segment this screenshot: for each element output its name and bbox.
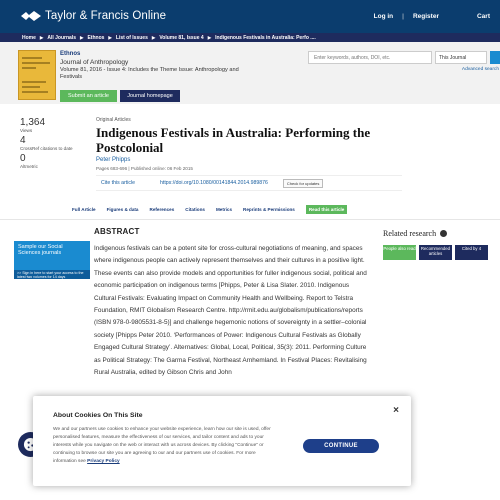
article-metrics (20, 118, 80, 173)
altmetric-label: Altmetric (20, 164, 38, 170)
tab-figures[interactable]: Figures & data (106, 206, 139, 212)
nav-separator: | (402, 13, 404, 20)
cite-article-link[interactable]: Cite this article (101, 180, 136, 186)
article-type: Original Articles (96, 117, 131, 123)
article-pages-info: Pages 683-696 | Published online: 06 Feb 2015 (96, 166, 193, 171)
crossref-count: 4 (20, 135, 26, 147)
privacy-policy-link[interactable]: Privacy Policy (87, 459, 120, 464)
crossref-label: CrossRef citations to date (20, 146, 73, 152)
chevron-right-icon: ▶ (207, 34, 212, 40)
divider (0, 219, 500, 220)
chevron-right-icon: ▶ (39, 34, 44, 40)
logo-icon (20, 10, 42, 22)
breadcrumb-home[interactable]: Home (22, 34, 36, 41)
cart-link[interactable]: Cart (476, 13, 490, 20)
cookie-body (53, 426, 278, 466)
journal-short-title[interactable]: Ethnos (60, 51, 81, 57)
check-updates-button[interactable]: Check for updates (283, 179, 323, 188)
submit-article-button[interactable]: Submit an article (60, 90, 117, 102)
cookie-body-text: We and our partners use cookies to enhance your website experience, learn how our site is used, offer personalised features, measure the effectiveness of our services, and tailor content and ads to your interests while you navigate on the web or interact with us across devices. By clicking "Continue" or continuing to browse our site you are agreeing to our and our partners use of cookies. For more information see (53, 427, 271, 464)
breadcrumb-issues[interactable]: List of Issues (115, 34, 148, 41)
tab-full-article[interactable]: Full Article (72, 206, 96, 212)
breadcrumb-volume[interactable]: Volume 81, Issue 4 (159, 34, 204, 41)
search-button[interactable] (490, 51, 500, 64)
login-link[interactable]: Log in (373, 13, 394, 20)
advanced-search-link[interactable]: Advanced search (461, 67, 499, 72)
tab-references[interactable]: References (149, 206, 175, 212)
related-research-title: Related research (383, 229, 437, 238)
views-count: 1,364 (20, 117, 46, 128)
site-logo[interactable] (20, 10, 166, 22)
tab-cited-by[interactable]: Cited by 4 (455, 245, 488, 260)
cookie-consent-dialog (33, 396, 411, 486)
tab-reprints[interactable]: Reprints & Permissions (243, 206, 295, 212)
tab-read-article[interactable]: Read this article (306, 205, 348, 214)
register-link[interactable]: Register (412, 13, 439, 20)
tab-citations[interactable]: Citations (185, 206, 205, 212)
doi-link[interactable]: https://doi.org/10.1080/00141844.2014.989876 (160, 180, 268, 186)
journal-full-title: Journal of Anthropology (60, 59, 129, 66)
chevron-right-icon: ▶ (151, 34, 156, 40)
journal-cover-image[interactable] (18, 50, 56, 100)
tab-people-also-read[interactable]: People also read (383, 245, 416, 260)
abstract-heading: ABSTRACT (94, 227, 140, 236)
promo-signin-link[interactable]: >> Sign in here to start your access to the latest two volumes for 14 days (14, 270, 90, 279)
cookie-title: About Cookies On This Site (53, 412, 143, 419)
promo-banner[interactable] (14, 241, 90, 279)
site-header (0, 0, 500, 33)
account-nav (374, 13, 490, 20)
breadcrumb-journal[interactable]: Ethnos (87, 34, 105, 41)
article-title: Indigenous Festivals in Australia: Performing the Postcolonial (96, 125, 371, 155)
journal-homepage-button[interactable]: Journal homepage (120, 90, 180, 102)
related-research-heading (383, 229, 447, 238)
journal-volume[interactable]: Volume 81, 2016 - Issue 4: Includes the Theme Issue: Anthropology and Festivals (60, 67, 239, 81)
close-icon[interactable]: × (393, 405, 399, 416)
tab-recommended[interactable]: Recommended articles (419, 245, 452, 260)
search-input[interactable] (308, 51, 432, 64)
continue-button[interactable]: CONTINUE (303, 439, 379, 453)
citation-bar (96, 175, 402, 191)
article-tabs (72, 204, 378, 214)
breadcrumb-all-journals[interactable]: All Journals (47, 34, 76, 41)
abstract-text: Indigenous festivals can be a potent site for cross-cultural negotiations of meaning, and spaces where indigenous people can actively represent themselves and their cultures in a positive light. These events can also provide models and opportunities for fuller indigenous social, political and economic participation on indigenous terms [Phipps, Peter & Lisa Slater. 2010. Indigenous Cultural Festivals: Evaluating Impact on Community Health and Wellbeing. Report to Telstra Foundation, RMIT Globalism Research Centre. http://rmit.edu.au/globalism/publications/reports (ISBN 978-0-9805531-8-5)] and challenge hegemonic notions of sovereignty in a settler–colonial society [Phipps Peter 2010. ‘Performances of Power: Indigenous Cultural Festivals as Globally Engaged Cultural Strategy’. Alternatives: Global, Local, Political, 35(3): 2011. Performing Culture as Political Strategy: The Garma Festival, Northeast Arnhemland. In Festival Places: Revitalising Rural Australia, edited by Gibson Chris and John (94, 245, 367, 377)
search-scope-select[interactable]: This Journal (435, 51, 487, 64)
chevron-right-icon: ▶ (108, 34, 112, 40)
promo-title: Sample our Social Sciences journals (18, 244, 63, 256)
tab-metrics[interactable]: Metrics (215, 206, 233, 212)
breadcrumb-current: Indigenous Festivals in Australia: Perfo .... (215, 34, 316, 41)
breadcrumb (0, 33, 500, 42)
altmetric-count: 0 (20, 153, 26, 165)
logo-text: Taylor & Francis Online (45, 10, 167, 22)
author-link[interactable]: Peter Phipps (96, 157, 131, 163)
related-tabs (383, 245, 491, 260)
info-icon[interactable] (440, 230, 447, 237)
chevron-right-icon: ▶ (80, 34, 84, 40)
views-label: Views (20, 128, 33, 133)
